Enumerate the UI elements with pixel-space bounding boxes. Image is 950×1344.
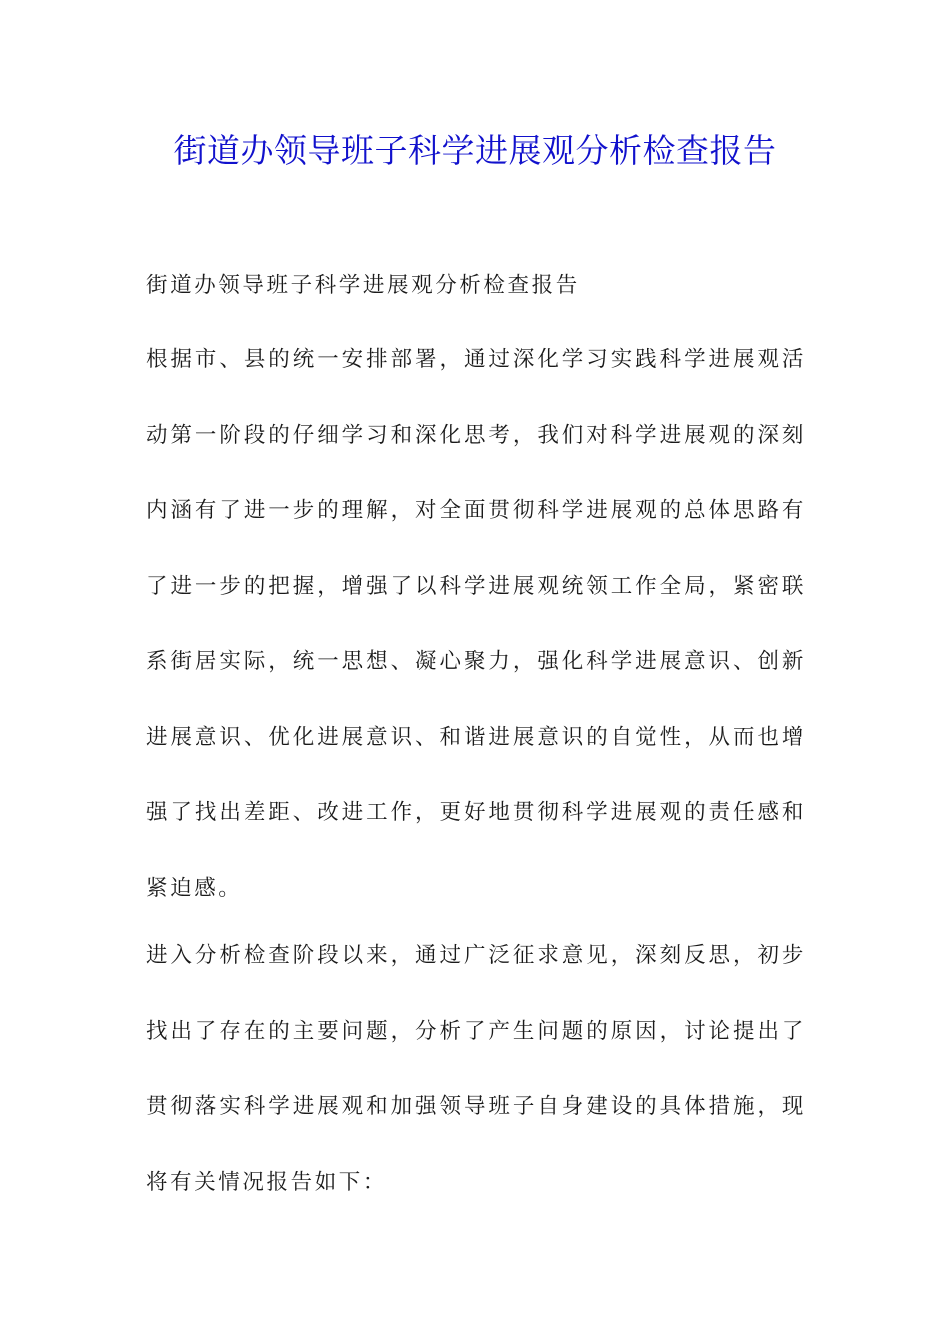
document-subtitle: 街道办领导班子科学进展观分析检查报告 bbox=[146, 273, 580, 298]
document-title: 街道办领导班子科学进展观分析检查报告 bbox=[173, 131, 777, 170]
body-paragraph: 进入分析检查阶段以来，通过广泛征求意见，深刻反思，初步找出了存在的主要问题，分析了产生问题的原因，讨论提出了贯彻落实科学进展观和加强领导班子自身建设的具体措施，现将有关情况报告如下： bbox=[146, 943, 806, 1195]
body-paragraph: 根据市、县的统一安排部署，通过深化学习实践科学进展观活动第一阶段的仔细学习和深化思考，我们对科学进展观的深刻内涵有了进一步的理解，对全面贯彻科学进展观的总体思路有了进一步的把握，增强了以科学进展观统领工作全局，紧密联系街居实际，统一思想、凝心聚力，强化科学进展意识、创新进展意识、优化进展意识、和谐进展意识的自觉性，从而也增强了找出差距、改进工作，更好地贯彻科学进展观的责任感和紧迫感。 bbox=[146, 347, 806, 901]
